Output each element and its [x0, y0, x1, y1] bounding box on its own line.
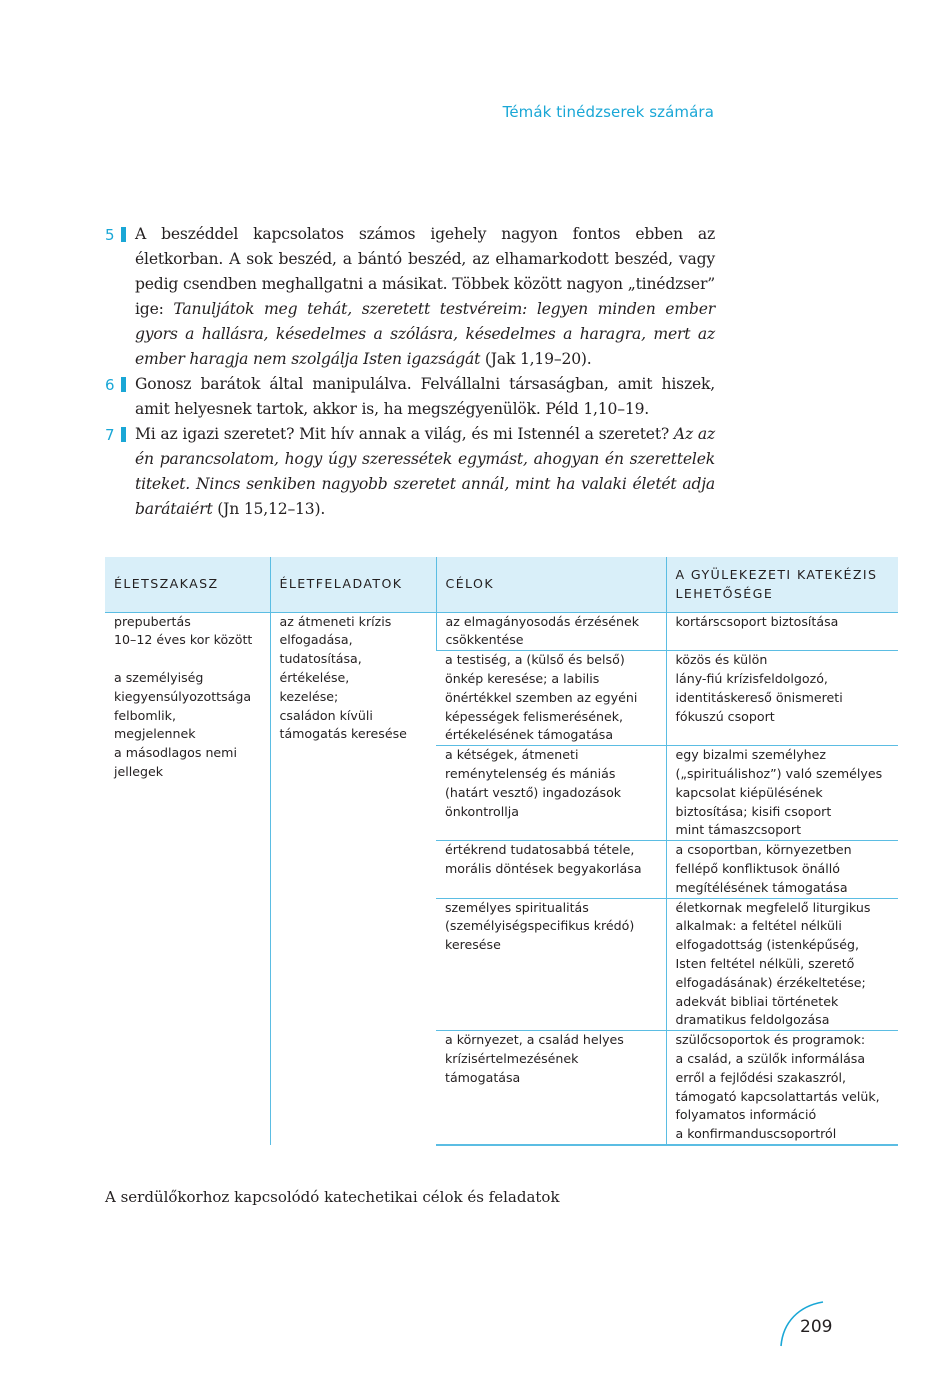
running-header: Témák tinédzserek számára [502, 103, 714, 121]
option-cell [666, 612, 898, 651]
life-tasks-text: az átmeneti krízis elfogadása, tudatosítása, értékelése, kezelése; családon kívüli támogatás keresése [279, 613, 407, 742]
goal-text: a környezet, a család helyes krízisértelmezésének támogatása [445, 1032, 624, 1085]
page-number: 209 [800, 1317, 833, 1337]
list-item-7 [105, 422, 715, 522]
table [105, 557, 898, 1146]
item-segment: (Jak 1,19–20). [480, 350, 592, 368]
item-marker [105, 372, 126, 397]
goal-cell [436, 841, 666, 898]
item-marker [105, 422, 126, 447]
goal-cell [436, 746, 666, 841]
item-segment-italic: Tanuljátok meg tehát, szeretett testvéreim: legyen minden ember gyors a hallásra, késedelmes a szólásra, késedelmes a haragra, mert az ember haragja nem szolgálja Isten igazságát [135, 300, 715, 368]
item-bar-marker [121, 377, 126, 392]
life-stage-text: prepubertás 10–12 éves kor között a személyiség kiegyensúlyozottsága felbomlik, megjelennek a másodlagos nemi jellegek [114, 613, 253, 779]
numbered-list [105, 222, 715, 522]
option-text: közös és külön lány-fiú krízisfeldolgozó, identitáskereső önismereti fókuszú csoport [675, 652, 843, 724]
goal-text: a kétségek, átmeneti reménytelenség és mániás (határt vesztő) ingadozások önkontrollja [445, 747, 622, 819]
goal-cell [436, 898, 666, 1031]
list-item-6 [105, 372, 715, 422]
list-item-5 [105, 222, 715, 372]
goal-text: az elmagányosodás érzésének csökkentése [445, 613, 640, 648]
item-segment: (Jn 15,12–13). [212, 500, 326, 518]
life-stage-cell [105, 612, 270, 1145]
goal-cell [436, 1031, 666, 1145]
option-cell [666, 746, 898, 841]
table-header-row [105, 557, 898, 612]
option-text: egy bizalmi személyhez („spirituálishoz”) való személyes kapcsolat kiépülésének biztosítása; kisifi csoport mint támaszcsoport [675, 747, 883, 838]
item-bar-marker [121, 227, 126, 242]
option-text: szülőcsoportok és programok: a család, a szülők informálása erről a fejlődési szakaszról, támogató kapcsolattartás velük, folyamatos információ a konfirmanduscsoportról [675, 1032, 880, 1142]
goal-text: a testiség, a (külső és belső) önkép keresése; a labilis önértékkel szemben az egyéni képességek felismerésének, értékelésének támogatása [445, 652, 638, 743]
option-cell [666, 898, 898, 1031]
item-segment-italic: Az az én parancsolatom, hogy úgy szeressétek egymást, ahogyan én szerettelek titeket. Nincs senkiben nagyobb szeretet annál, mint ha valaki életét adja barátaiért [135, 425, 715, 518]
header-cell-goals: CÉLOK [436, 557, 666, 612]
item-bar-marker [121, 427, 126, 442]
goal-text: értékrend tudatosabbá tétele, morális döntések begyakorlása [445, 842, 642, 876]
item-text [135, 222, 715, 372]
item-number: 6 [105, 375, 115, 394]
option-text: életkornak megfelelő liturgikus alkalmak: a feltétel nélküli elfogadottság (istenképűség, Isten feltétel nélküli, szerető elfogadásának) érzékeltetése; adekvát bibliai történetek dramatikus feldolgozása [675, 899, 871, 1028]
table-row [105, 612, 898, 651]
goal-cell [436, 651, 666, 746]
item-segment: Mi az igazi szeretet? Mit hív annak a világ, és mi Istennél a szeretet? [135, 425, 674, 443]
item-number: 5 [105, 225, 115, 244]
item-number: 7 [105, 425, 115, 444]
catechesis-table [105, 557, 898, 1146]
option-text: kortárscsoport biztosítása [675, 613, 839, 629]
option-cell [666, 651, 898, 746]
option-cell [666, 841, 898, 898]
table-caption: A serdülőkorhoz kapcsolódó katechetikai célok és feladatok [105, 1188, 560, 1206]
item-text [135, 372, 715, 422]
header-cell-life-tasks: ÉLETFELADATOK [270, 557, 436, 612]
item-segment: Gonosz barátok által manipulálva. Felvállalni társaságban, amit hiszek, amit helyesnek tartok, akkor is, ha megszégyenülök. Péld 1,10–19. [135, 375, 715, 418]
header-cell-life-stage: ÉLETSZAKASZ [105, 557, 270, 612]
item-marker [105, 222, 126, 247]
header-cell-catechesis-options: A GYÜLEKEZETI KATEKÉZIS LEHETŐSÉGE [666, 557, 898, 612]
item-text [135, 422, 715, 522]
goal-text: személyes spiritualitás (személyiségspecifikus krédó) keresése [445, 899, 635, 953]
item-segment: A beszéddel kapcsolatos számos igehely nagyon fontos ebben az életkorban. A sok beszéd, a bántó beszéd, az elhamarkodott beszéd, vagy pedig csendben meghallgatni a másikat. Többek között nagyon „tinédzser” ige: [135, 225, 715, 318]
life-tasks-cell [270, 612, 436, 1145]
goal-cell [436, 612, 666, 651]
option-text: a csoportban, környezetben fellépő konfliktusok önálló megítélésének támogatása [675, 842, 852, 895]
option-cell [666, 1031, 898, 1145]
